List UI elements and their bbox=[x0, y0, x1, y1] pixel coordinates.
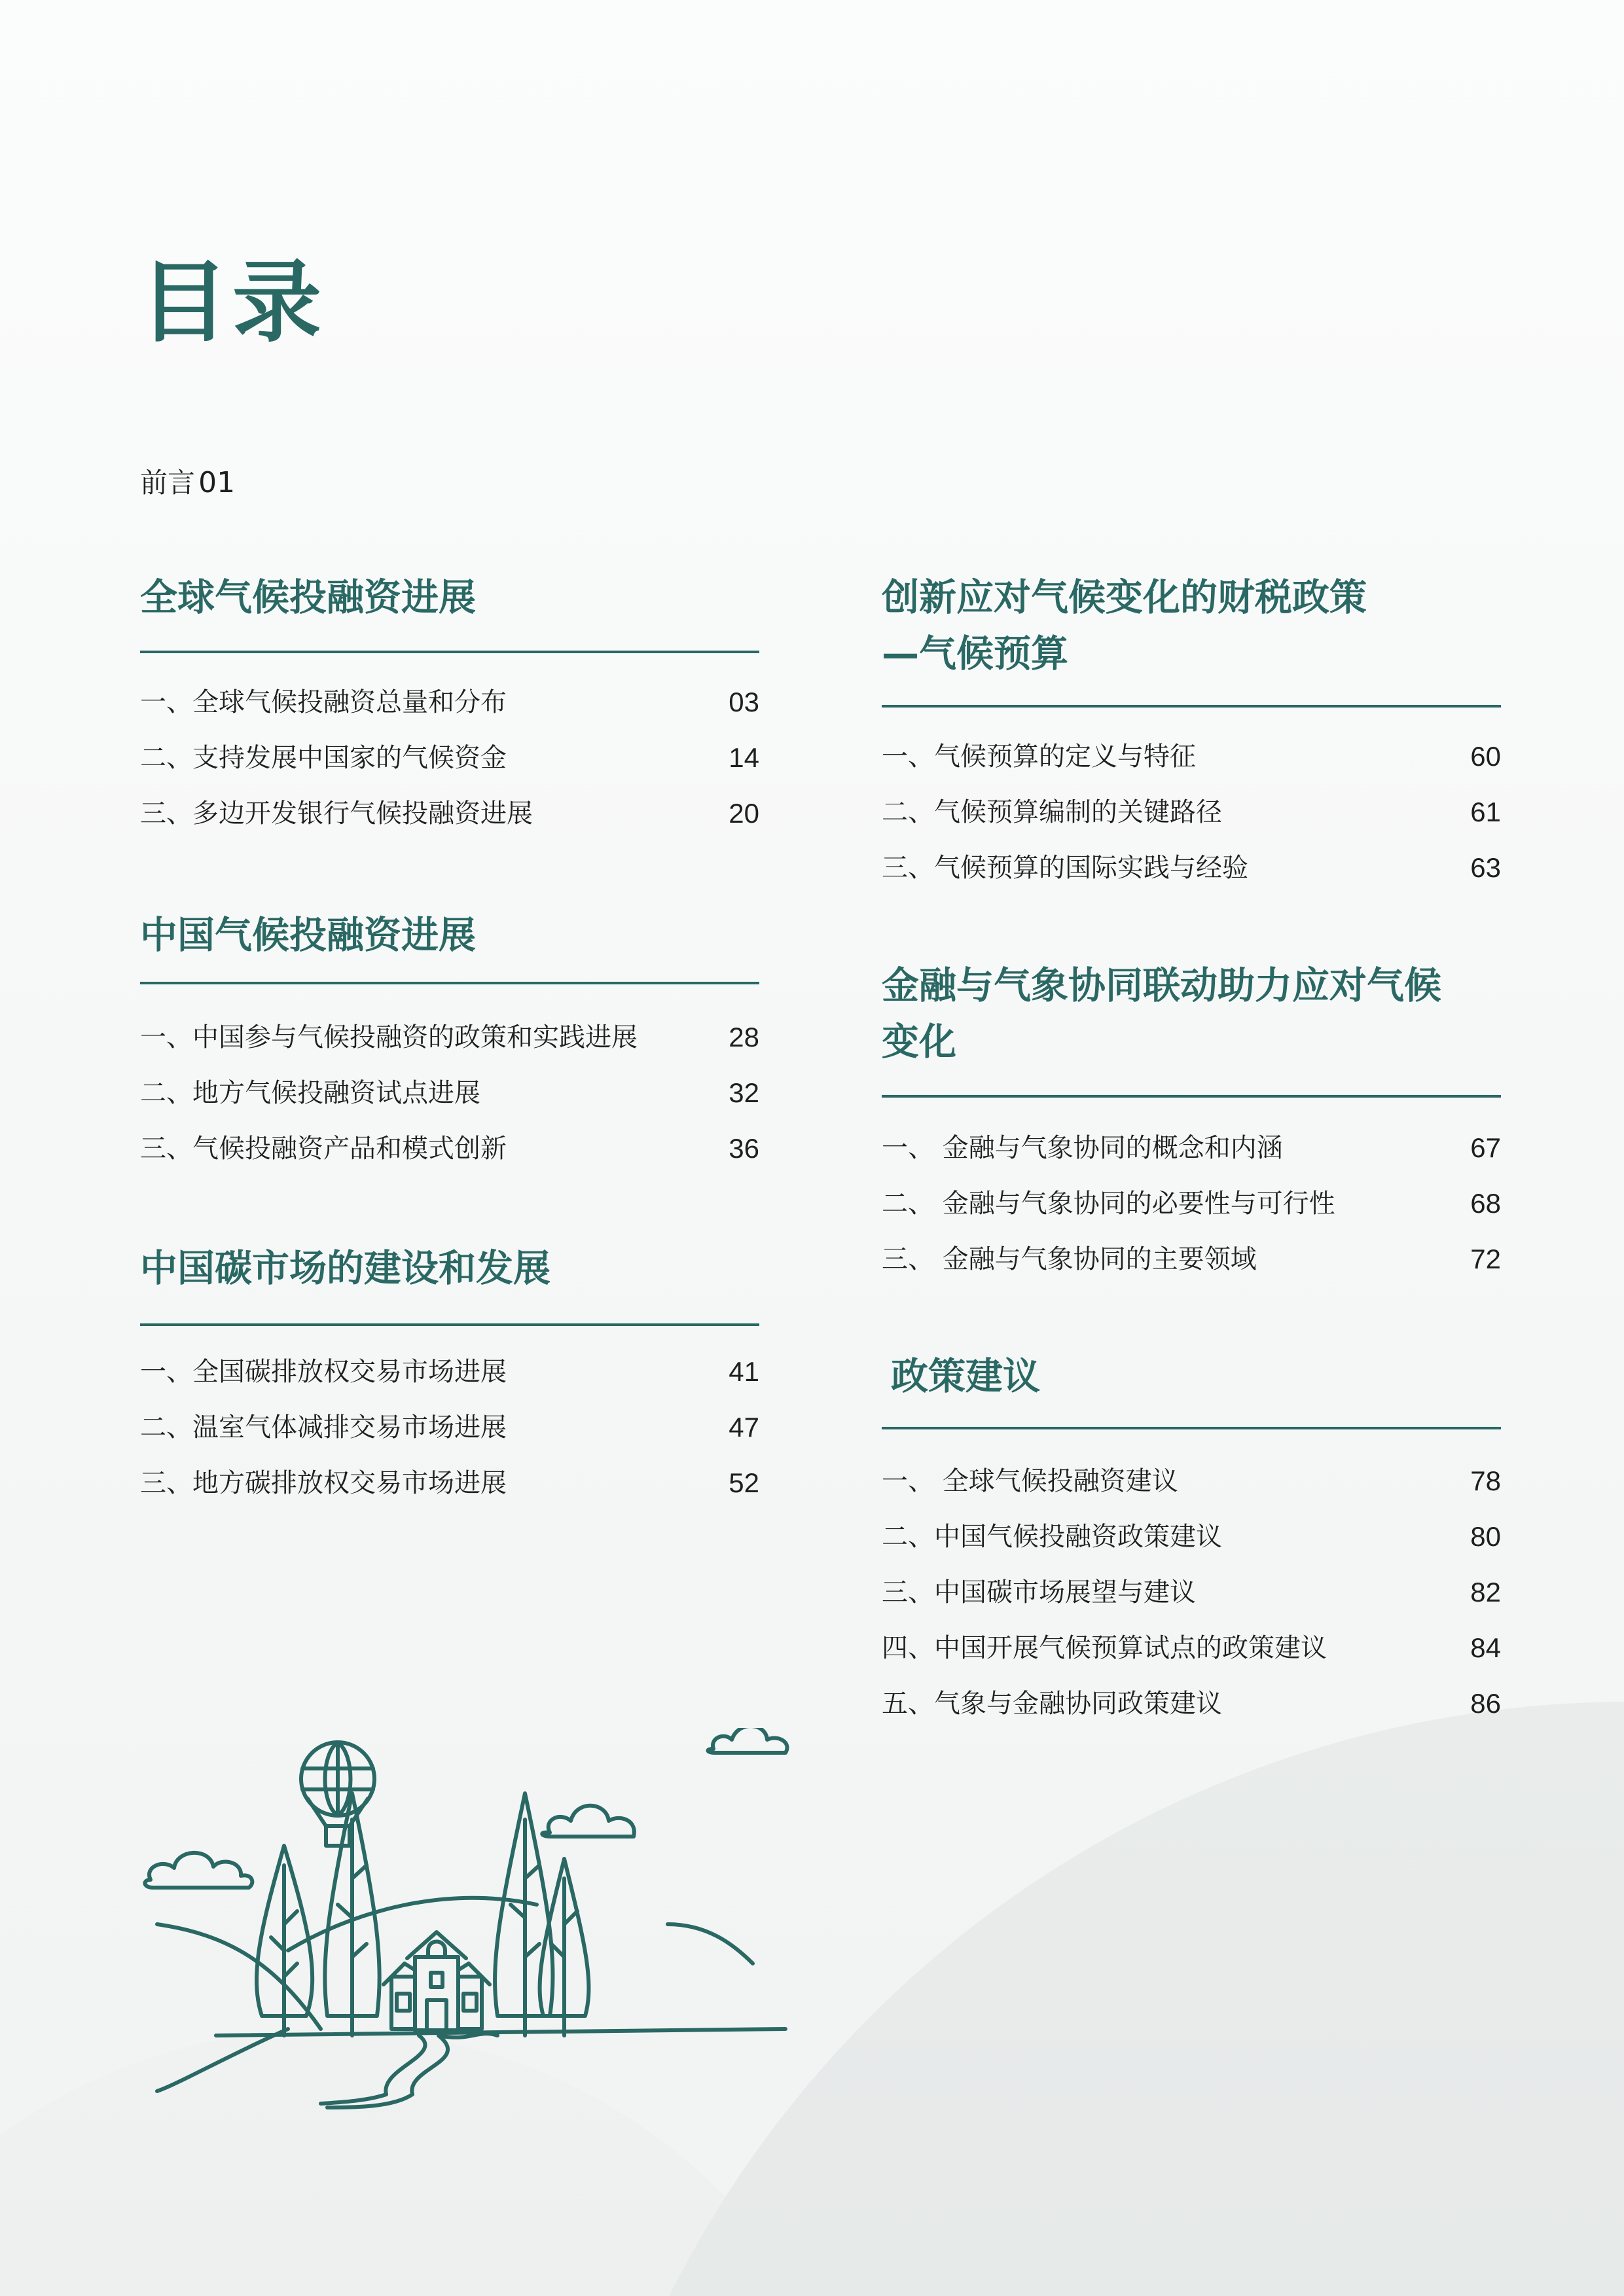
section-divider bbox=[882, 1427, 1501, 1429]
landscape-illustration-icon bbox=[131, 1728, 812, 2121]
toc-entry[interactable]: 一、中国参与气候投融资的政策和实践进展 28 bbox=[140, 1022, 759, 1052]
toc-entry[interactable]: 四、中国开展气候预算试点的政策建议 84 bbox=[882, 1632, 1501, 1663]
toc-entry[interactable]: 一、全球气候投融资总量和分布 03 bbox=[140, 687, 759, 717]
toc-entry[interactable]: 三、地方碳排放权交易市场进展 52 bbox=[140, 1467, 759, 1498]
section-heading: 政策建议 bbox=[891, 1355, 1040, 1398]
toc-entry[interactable]: 二、地方气候投融资试点进展 32 bbox=[140, 1077, 759, 1108]
section-heading: 全球气候投融资进展 bbox=[140, 576, 476, 619]
section-heading: 金融与气象协同联动助力应对气候 变化 bbox=[882, 964, 1441, 1064]
section-divider bbox=[882, 705, 1501, 708]
path-icon bbox=[386, 2036, 448, 2094]
section-divider bbox=[882, 1095, 1501, 1098]
section-heading: 中国气候投融资进展 bbox=[140, 914, 476, 957]
toc-entry-preface[interactable] bbox=[140, 461, 759, 505]
cloud-icon bbox=[708, 1728, 787, 1753]
section-heading: 中国碳市场的建设和发展 bbox=[140, 1247, 550, 1290]
toc-entry[interactable]: 二、 金融与气象协同的必要性与可行性 68 bbox=[882, 1188, 1501, 1219]
toc-entry[interactable]: 三、气候投融资产品和模式创新 36 bbox=[140, 1133, 759, 1164]
toc-entry-label: 前言 bbox=[140, 467, 196, 499]
section-divider bbox=[140, 982, 759, 984]
tree-icon bbox=[540, 1859, 589, 2036]
toc-entry[interactable]: 一、 金融与气象协同的概念和内涵 67 bbox=[882, 1132, 1501, 1163]
toc-entry[interactable]: 三、中国碳市场展望与建议 82 bbox=[882, 1577, 1501, 1607]
cloud-icon bbox=[542, 1806, 634, 1837]
toc-entry[interactable]: 五、气象与金融协同政策建议 86 bbox=[882, 1688, 1501, 1719]
section-divider bbox=[140, 651, 759, 653]
toc-entry[interactable]: 二、气候预算编制的关键路径 61 bbox=[882, 797, 1501, 827]
toc-entry[interactable]: 一、全国碳排放权交易市场进展 41 bbox=[140, 1356, 759, 1387]
hill-icon bbox=[157, 1924, 321, 2029]
section-heading: 创新应对气候变化的财税政策 —气候预算 bbox=[882, 576, 1367, 675]
hill-icon bbox=[668, 1924, 753, 1964]
toc-entry[interactable]: 二、支持发展中国家的气候资金 14 bbox=[140, 742, 759, 773]
house-icon bbox=[384, 1932, 490, 2030]
toc-entry-page: 01 bbox=[198, 466, 236, 499]
tree-icon bbox=[495, 1793, 552, 2036]
ground-line bbox=[216, 2029, 785, 2036]
toc-entry[interactable]: 三、多边开发银行气候投融资进展 20 bbox=[140, 798, 759, 829]
toc-entry[interactable]: 二、温室气体减排交易市场进展 47 bbox=[140, 1412, 759, 1443]
hot-air-balloon-icon bbox=[301, 1742, 374, 1846]
toc-entry[interactable]: 一、气候预算的定义与特征 60 bbox=[882, 741, 1501, 772]
toc-entry[interactable]: 三、气候预算的国际实践与经验 63 bbox=[882, 852, 1501, 883]
hill-icon bbox=[157, 2029, 288, 2091]
toc-entry[interactable]: 三、 金融与气象协同的主要领域 72 bbox=[882, 1244, 1501, 1274]
toc-entry[interactable]: 二、中国气候投融资政策建议 80 bbox=[882, 1521, 1501, 1552]
cloud-icon bbox=[145, 1853, 252, 1888]
section-divider bbox=[140, 1323, 759, 1326]
path-icon bbox=[321, 2094, 412, 2108]
page-title: 目录 bbox=[139, 251, 325, 355]
toc-entry[interactable]: 一、 全球气候投融资建议 78 bbox=[882, 1465, 1501, 1496]
